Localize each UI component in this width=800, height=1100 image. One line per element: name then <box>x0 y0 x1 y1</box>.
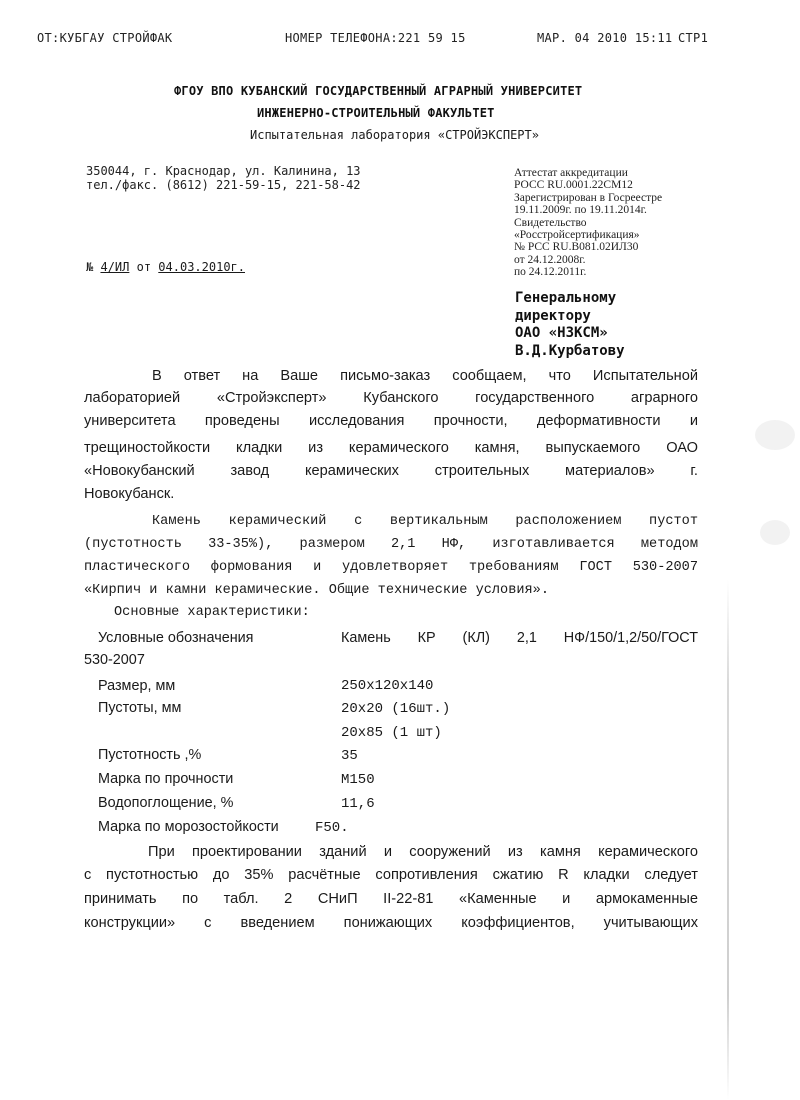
accreditation-line: по 24.12.2011г. <box>514 266 587 279</box>
paragraph-line: «Кирпич и камни керамические. Общие технические условия». <box>84 583 549 598</box>
spec-designation-label: Условные обозначения <box>98 630 254 646</box>
institution-name: ФГОУ ВПО КУБАНСКИЙ ГОСУДАРСТВЕННЫЙ АГРАРНЫЙ УНИВЕРСИТЕТ <box>174 84 583 98</box>
spec-value: 35 <box>341 748 358 764</box>
paragraph-line: Новокубанск. <box>84 486 175 502</box>
faculty-name: ИНЖЕНЕРНО-СТРОИТЕЛЬНЫЙ ФАКУЛЬТЕТ <box>257 106 495 120</box>
paragraph-line: конструкции» с введением понижающих коэффициентов, учитывающих <box>84 915 698 931</box>
scan-smudge <box>760 520 790 545</box>
addressee-line: директору <box>515 307 591 324</box>
paragraph-line: с пустотностью до 35% расчётные сопротивления сжатию R кладки следует <box>84 867 698 883</box>
spec-value: М150 <box>341 772 375 788</box>
accreditation-line: «Росстройсертификация» <box>514 229 640 242</box>
address-line: 350044, г. Краснодар, ул. Калинина, 13 <box>86 164 361 178</box>
reference-prefix: № <box>86 260 94 274</box>
letter-reference <box>86 260 245 274</box>
phone-fax-line: тел./факс. (8612) 221-59-15, 221-58-42 <box>86 178 361 192</box>
paragraph-line: «Новокубанский завод керамических строительных материалов» г. <box>84 463 698 479</box>
paragraph-line: Камень керамический с вертикальным расположением пустот <box>152 514 698 529</box>
paragraph-line: лабораторией «Стройэксперт» Кубанского государственного аграрного <box>84 390 698 406</box>
accreditation-line: Зарегистрирован в Госреестре <box>514 191 663 204</box>
spec-value: 250x120x140 <box>341 678 434 694</box>
paragraph-line: принимать по табл. 2 СНиП II-22-81 «Каменные и армокаменные <box>84 891 698 907</box>
addressee-line: В.Д.Курбатову <box>515 342 625 359</box>
accreditation-line: 19.11.2009г. по 19.11.2014г. <box>514 204 647 217</box>
accreditation-line: Свидетельство <box>514 216 587 229</box>
spec-label: Размер, мм <box>98 678 176 694</box>
fax-page-number: СТР1 <box>678 31 709 45</box>
scan-smudge <box>755 420 795 450</box>
accreditation-line: № РСС RU.B081.02ИЛ30 <box>514 241 639 254</box>
spec-value: 20x20 (16шт.) <box>341 701 451 717</box>
spec-designation-continuation: 530-2007 <box>84 652 145 668</box>
reference-mid: от <box>136 260 152 274</box>
addressee-line: Генеральному <box>515 290 617 306</box>
accreditation-block <box>514 167 662 279</box>
specs-title: Основные характеристики: <box>114 605 310 620</box>
paragraph-line: пластического формования и удовлетворяет требованиям ГОСТ 530-2007 <box>84 560 698 575</box>
fax-from: ОТ:КУБГАУ СТРОЙФАК <box>37 31 173 45</box>
spec-label: Пустотность ,% <box>98 747 202 763</box>
accreditation-line: РОСС RU.0001.22СМ12 <box>514 179 633 192</box>
paragraph-line: В ответ на Ваше письмо-заказ сообщаем, что Испытательной <box>152 368 698 384</box>
accreditation-line: Аттестат аккредитации <box>514 167 628 179</box>
spec-label: Марка по прочности <box>98 771 234 787</box>
paragraph-line: трещиностойкости кладки из керамического камня, выпускаемого ОАО <box>84 440 698 456</box>
addressee-line: ОАО «НЗКСМ» <box>515 325 608 341</box>
spec-value: 20x85 (1 шт) <box>341 725 442 741</box>
accreditation-line: от 24.12.2008г. <box>514 253 586 266</box>
spec-label: Марка по морозостойкости <box>98 819 279 835</box>
spec-label: Пустоты, мм <box>98 700 182 716</box>
paragraph-line: При проектировании зданий и сооружений из камня керамического <box>148 844 698 860</box>
scan-artifact-line <box>727 580 729 1100</box>
spec-value: 11,6 <box>341 796 375 812</box>
paragraph-line: (пустотность 33-35%), размером 2,1 НФ, изготавливается методом <box>84 537 698 552</box>
laboratory-name: Испытательная лаборатория «СТРОЙЭКСПЕРТ» <box>250 128 539 142</box>
paragraph-line: университета проведены исследования прочности, деформативности и <box>84 413 698 429</box>
spec-value: F50. <box>315 820 349 836</box>
spec-label: Водопоглощение, % <box>98 795 234 811</box>
reference-date: 04.03.2010г. <box>158 260 245 274</box>
spec-designation-value: Камень КР (КЛ) 2,1 НФ/150/1,2/50/ГОСТ <box>341 630 698 646</box>
reference-number: 4/ИЛ <box>100 260 130 274</box>
fax-phone: НОМЕР ТЕЛЕФОНА:221 59 15 <box>285 31 466 45</box>
addressee-block <box>515 290 625 360</box>
fax-datetime: МАР. 04 2010 15:11 <box>537 31 673 45</box>
